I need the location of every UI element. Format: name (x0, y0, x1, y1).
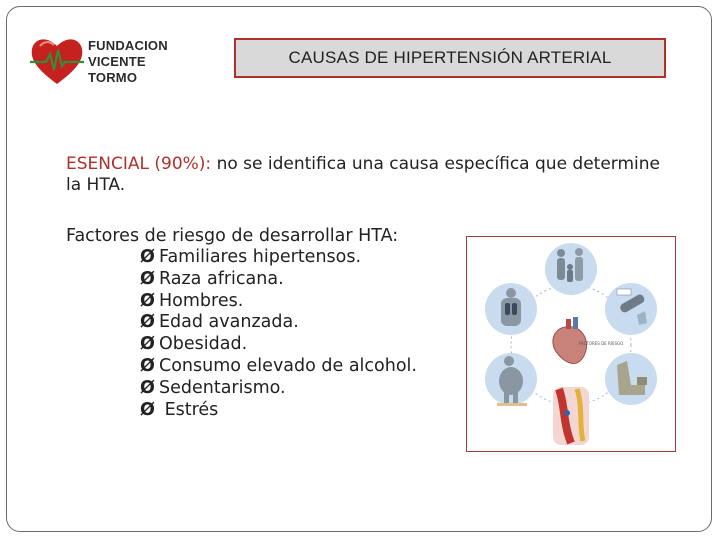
logo-line-2: VICENTE TORMO (88, 54, 146, 85)
illustration-svg (467, 237, 675, 451)
arrow-bullet-icon: Ø (140, 247, 155, 267)
alcohol-icon (605, 283, 657, 335)
family-icon (545, 243, 597, 295)
list-item: Ø Estrés (140, 399, 219, 420)
list-item: Ø Familiares hipertensos. (140, 247, 362, 267)
arrow-bullet-icon: Ø (140, 334, 155, 355)
arrow-bullet-icon: Ø (140, 268, 155, 289)
list-item: Ø Hombres. (140, 290, 244, 311)
arrow-bullet-icon: Ø (140, 290, 155, 311)
list-item: Ø Sedentarismo. (140, 377, 286, 398)
list-item: Ø Edad avanzada. (140, 312, 299, 333)
arrow-bullet-icon: Ø (140, 399, 155, 420)
heart-logo-icon (28, 32, 86, 90)
logo (28, 32, 198, 92)
obese-person-icon (485, 353, 537, 406)
list-item: Ø Obesidad. (140, 334, 248, 355)
esencial-paragraph (66, 154, 660, 196)
artery-icon (553, 387, 589, 445)
arrow-bullet-icon: Ø (140, 312, 155, 333)
slide-title: CAUSAS DE HIPERTENSIÓN ARTERIAL (288, 48, 612, 67)
xray-torso-icon (485, 283, 537, 335)
center-label: FACTORES DE RIESGO (579, 341, 624, 346)
arrow-bullet-icon: Ø (140, 355, 155, 376)
armchair-icon (605, 353, 657, 405)
risk-factors-heading: Factores de riesgo de desarrollar HTA: (66, 226, 399, 246)
esencial-label: ESENCIAL (90%): (66, 154, 212, 174)
list-item: Ø Consumo elevado de alcohol. (140, 355, 417, 376)
list-item: Ø Raza africana. (140, 268, 284, 289)
risk-factor-list (140, 247, 417, 421)
title-box (234, 38, 666, 78)
risk-factors-illustration (466, 236, 676, 452)
esencial-description: no se identifica una causa específica que determine la HTA. (66, 154, 661, 195)
logo-line-1: FUNDACION (88, 38, 168, 53)
arrow-bullet-icon: Ø (140, 377, 155, 398)
